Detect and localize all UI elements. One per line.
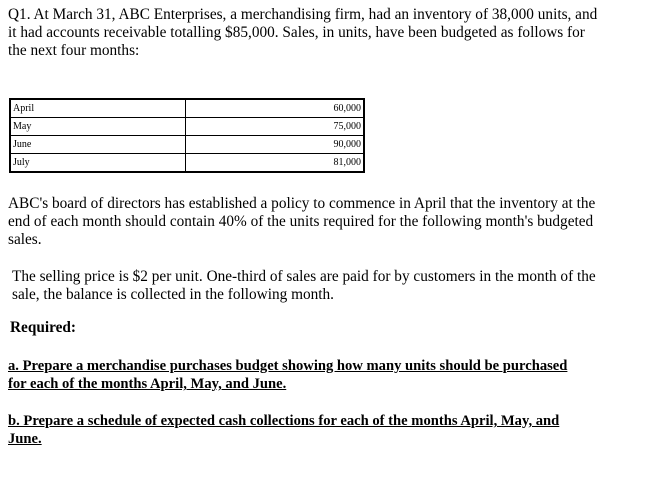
units-cell: 81,000 [186, 154, 365, 173]
selling-terms-paragraph [12, 268, 596, 304]
intro-line: it had accounts receivable totalling $85,000. Sales, in units, have been budgeted as follows for [8, 24, 585, 41]
units-cell: 75,000 [186, 118, 365, 136]
table-row [10, 118, 364, 136]
inventory-policy-paragraph [8, 195, 595, 249]
task-a [8, 357, 567, 393]
task-b [8, 412, 559, 448]
units-cell: 90,000 [186, 136, 365, 154]
month-cell: June [10, 136, 186, 154]
terms-line: sale, the balance is collected in the following month. [12, 286, 334, 303]
month-cell: July [10, 154, 186, 173]
task-b-line: b. Prepare a schedule of expected cash collections for each of the months April, May, and [8, 413, 560, 429]
policy-line: end of each month should contain 40% of the units required for the following month's budgeted [8, 213, 594, 230]
table-row [10, 99, 364, 118]
month-cell: April [10, 99, 186, 118]
units-cell: 60,000 [186, 99, 365, 118]
policy-line: ABC's board of directors has established a policy to commence in April that the inventory at the [8, 195, 596, 212]
budgeted-sales-table [9, 98, 365, 173]
table-row [10, 154, 364, 173]
question-intro [8, 6, 597, 60]
table-row [10, 136, 364, 154]
required-heading: Required: [10, 319, 77, 336]
task-a-line: a. Prepare a merchandise purchases budget showing how many units should be purchased [8, 358, 568, 374]
task-b-line: June. [8, 431, 42, 447]
intro-line: Q1. At March 31, ABC Enterprises, a merchandising firm, had an inventory of 38,000 units, and [8, 6, 598, 23]
policy-line: sales. [8, 231, 42, 248]
month-cell: May [10, 118, 186, 136]
intro-line: the next four months: [8, 42, 140, 59]
terms-line: The selling price is $2 per unit. One-third of sales are paid for by customers in the month of the [12, 268, 596, 285]
task-a-line: for each of the months April, May, and June. [8, 376, 287, 392]
